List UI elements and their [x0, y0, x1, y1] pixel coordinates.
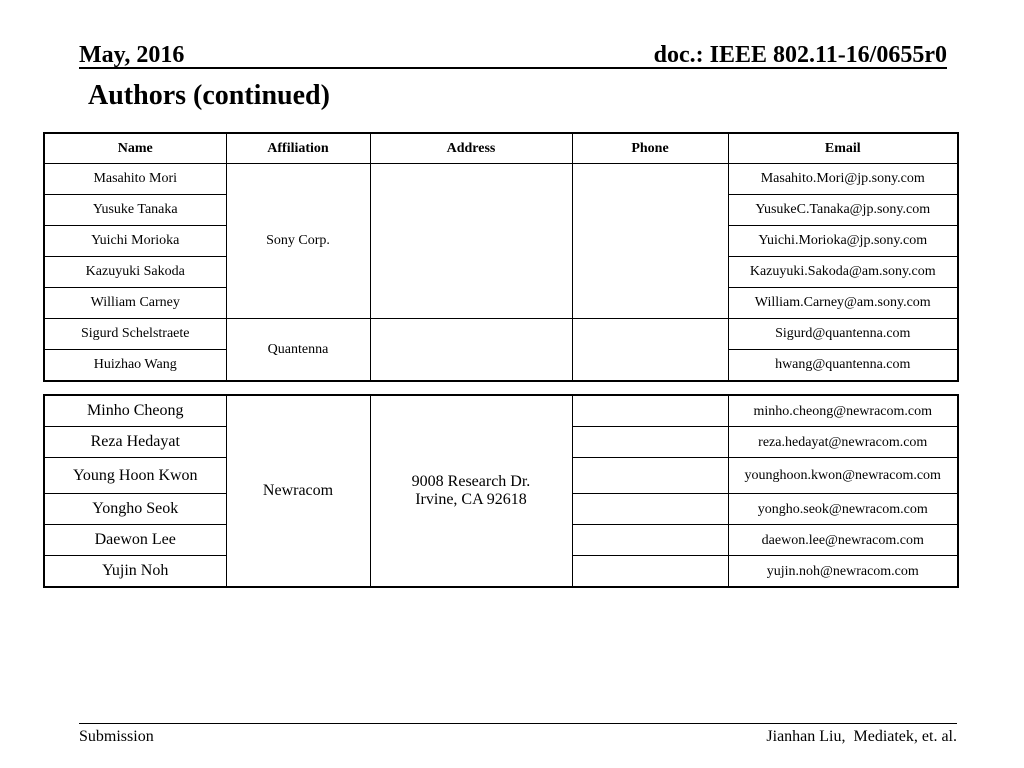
author-email: yongho.seok@newracom.com [728, 494, 958, 525]
column-header-affiliation: Affiliation [226, 133, 370, 164]
address-line-2: Irvine, CA 92618 [415, 491, 527, 508]
author-phone [572, 458, 728, 494]
footer-divider [79, 723, 957, 724]
author-phone [572, 319, 728, 382]
page-title: Authors (continued) [88, 80, 330, 111]
author-name: Yusuke Tanaka [44, 195, 226, 226]
author-phone [572, 525, 728, 556]
author-email: minho.cheong@newracom.com [728, 395, 958, 427]
author-email: YusukeC.Tanaka@jp.sony.com [728, 195, 958, 226]
author-name: Kazuyuki Sakoda [44, 257, 226, 288]
column-header-email: Email [728, 133, 958, 164]
author-name: Daewon Lee [44, 525, 226, 556]
author-phone [572, 395, 728, 427]
table-header-row [44, 133, 958, 164]
author-name: Yongho Seok [44, 494, 226, 525]
author-name: Minho Cheong [44, 395, 226, 427]
author-phone [572, 494, 728, 525]
author-affiliation: Sony Corp. [226, 164, 370, 319]
author-name: Young Hoon Kwon [44, 458, 226, 494]
header-date: May, 2016 [79, 42, 185, 68]
author-phone [572, 556, 728, 588]
author-name: Reza Hedayat [44, 427, 226, 458]
author-email: Kazuyuki.Sakoda@am.sony.com [728, 257, 958, 288]
author-email: William.Carney@am.sony.com [728, 288, 958, 319]
author-email: Sigurd@quantenna.com [728, 319, 958, 350]
column-header-phone: Phone [572, 133, 728, 164]
author-address [370, 164, 572, 319]
author-name: Huizhao Wang [44, 350, 226, 382]
author-address [370, 319, 572, 382]
author-name: Masahito Mori [44, 164, 226, 195]
header-divider [79, 67, 947, 69]
author-phone [572, 427, 728, 458]
author-affiliation: Newracom [226, 395, 370, 587]
table-row [44, 395, 958, 427]
footer-submission: Submission [79, 728, 154, 745]
table-row [44, 164, 958, 195]
table-row [44, 319, 958, 350]
author-affiliation: Quantenna [226, 319, 370, 382]
address-line-1: 9008 Research Dr. [411, 473, 531, 490]
column-header-address: Address [370, 133, 572, 164]
author-email: younghoon.kwon@newracom.com [728, 458, 958, 494]
author-email: reza.hedayat@newracom.com [728, 427, 958, 458]
author-name: Yuichi Morioka [44, 226, 226, 257]
header-doc-id: doc.: IEEE 802.11-16/0655r0 [653, 42, 947, 68]
author-email: daewon.lee@newracom.com [728, 525, 958, 556]
author-email: Masahito.Mori@jp.sony.com [728, 164, 958, 195]
author-name: Yujin Noh [44, 556, 226, 588]
author-email: Yuichi.Morioka@jp.sony.com [728, 226, 958, 257]
footer-author: Jianhan Liu, Mediatek, et. al. [766, 728, 957, 745]
author-phone [572, 164, 728, 319]
authors-table-newracom [43, 394, 959, 588]
author-address [370, 395, 572, 587]
author-email: hwang@quantenna.com [728, 350, 958, 382]
author-name: Sigurd Schelstraete [44, 319, 226, 350]
column-header-name: Name [44, 133, 226, 164]
authors-table-sony-quantenna [43, 132, 959, 382]
author-name: William Carney [44, 288, 226, 319]
author-email: yujin.noh@newracom.com [728, 556, 958, 588]
